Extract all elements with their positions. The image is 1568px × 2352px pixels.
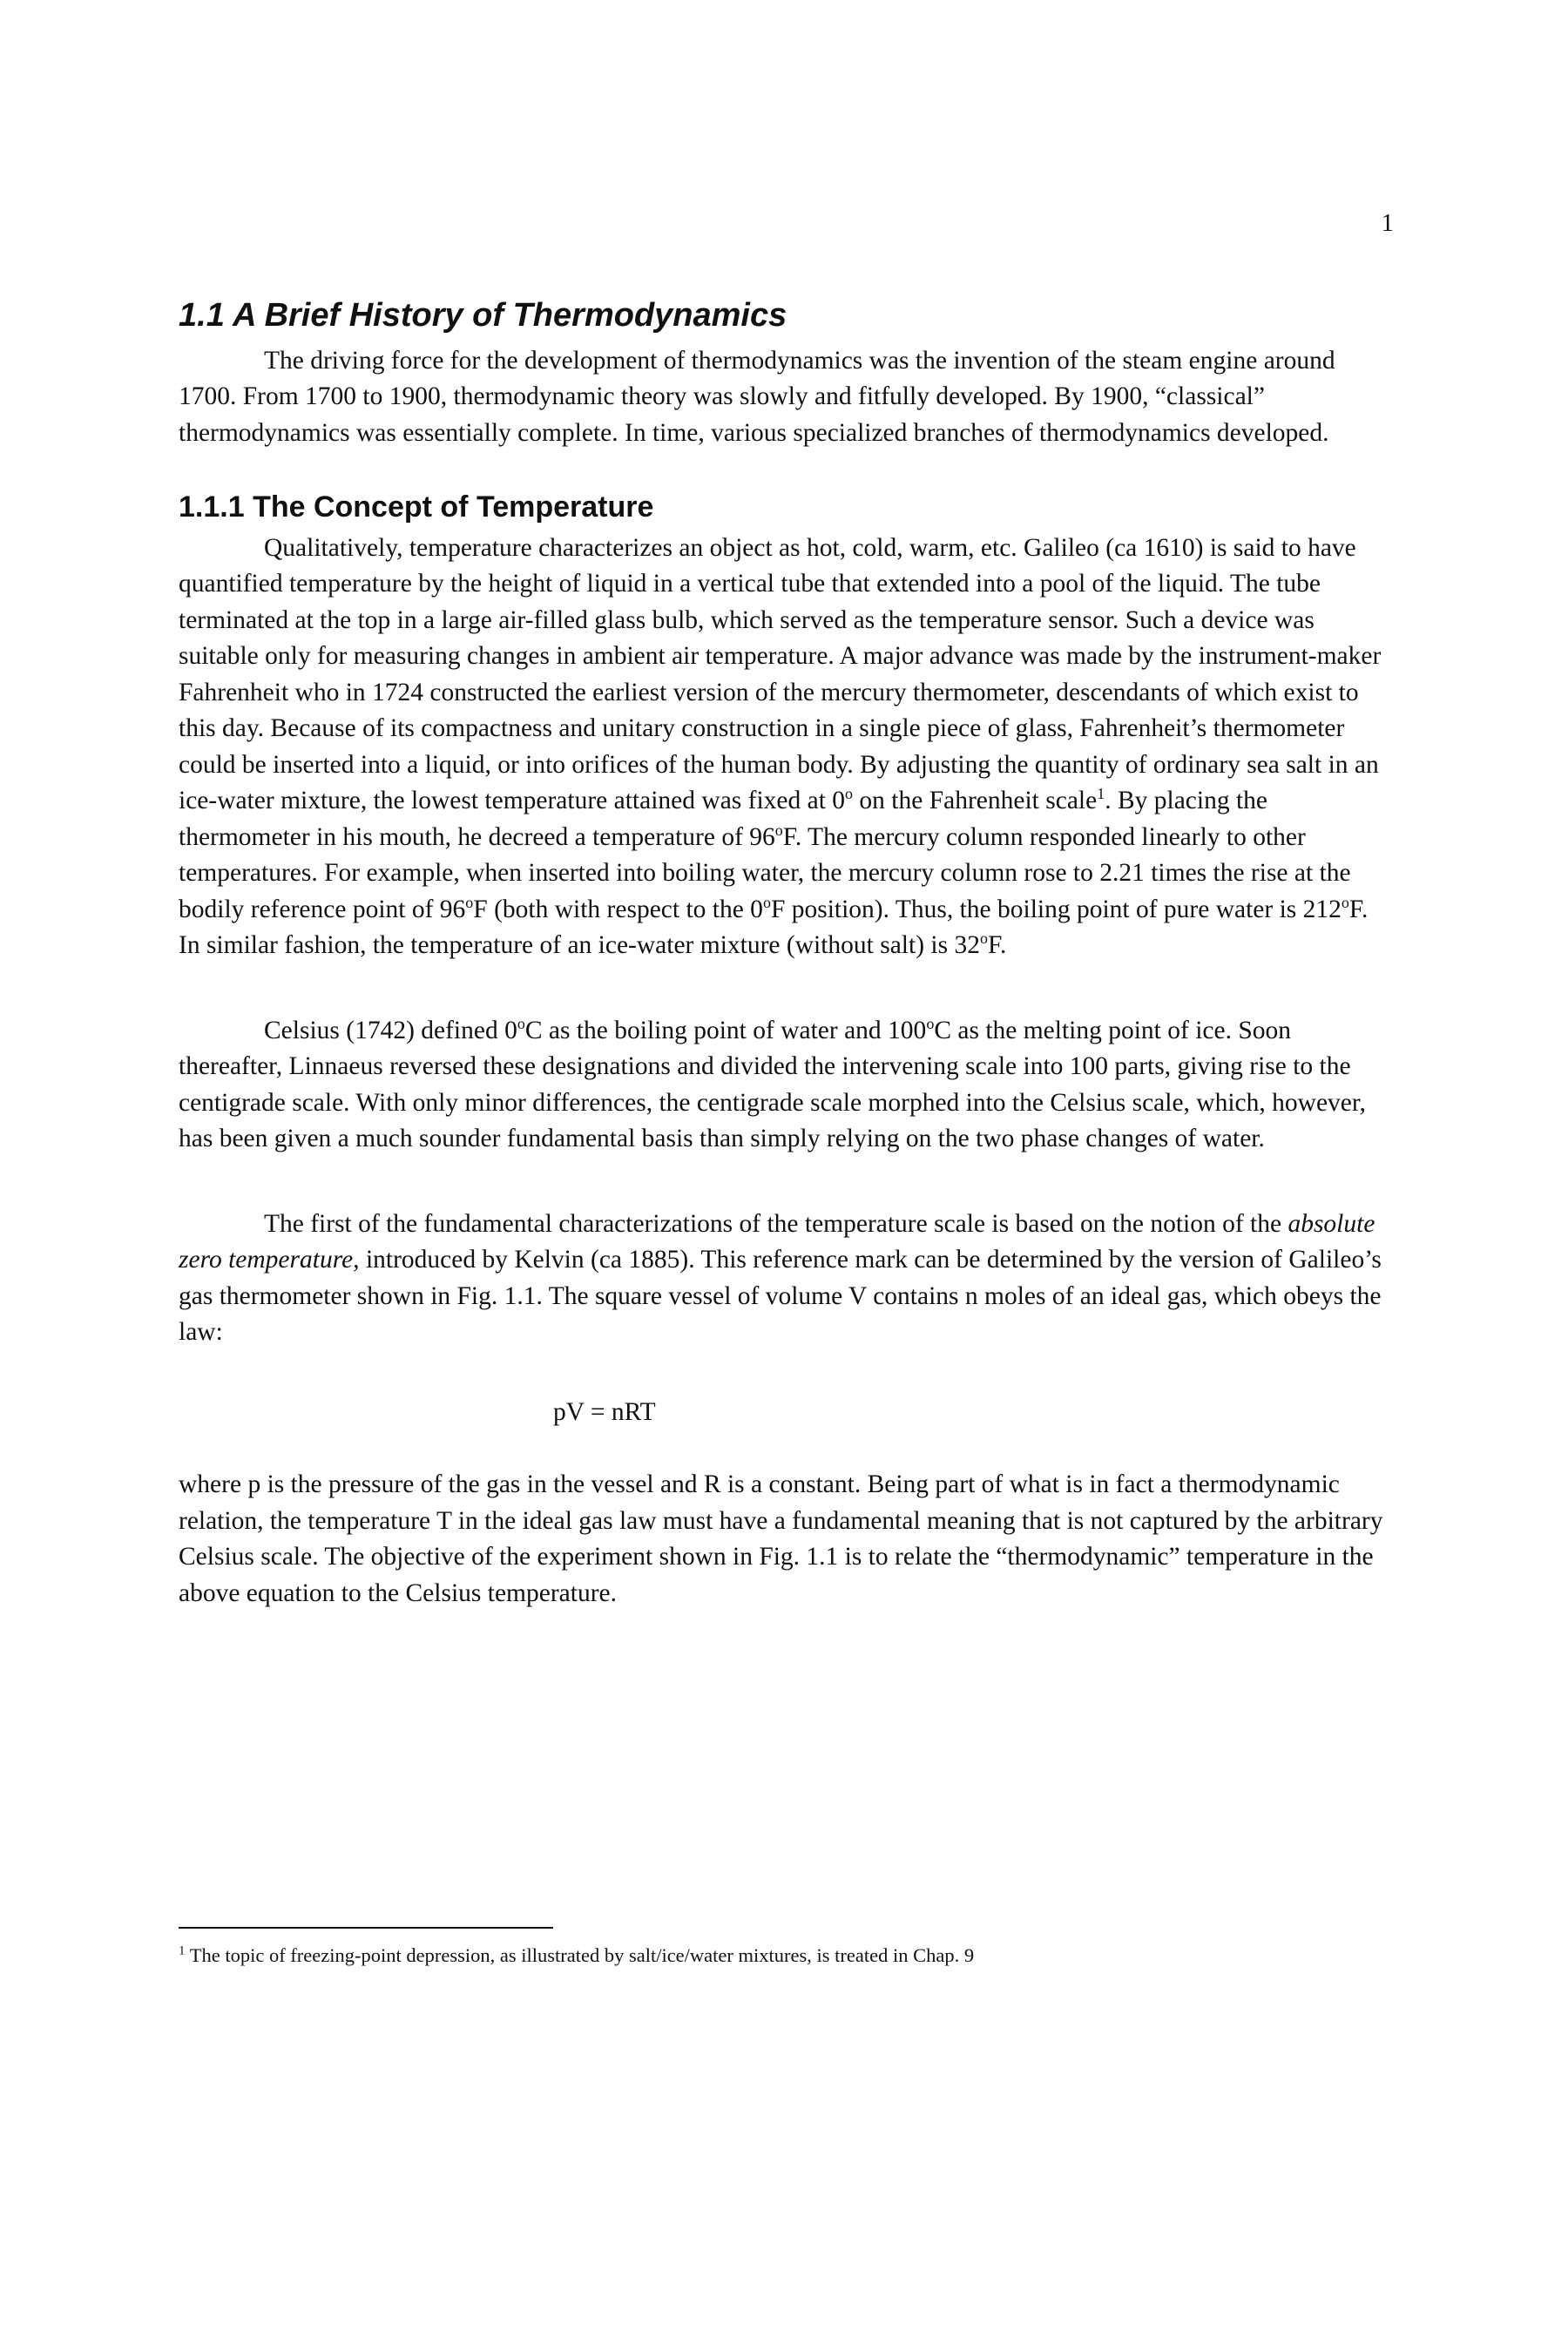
paragraph-fahrenheit: Qualitatively, temperature characterizes an object as hot, cold, warm, etc. Galileo (ca 1610) is said to have quantified temperature by the height of liquid in a vertical tube that extended into a pool of the liquid. The tube terminated at the top in a large air-filled glass bulb, which served as the temperature sensor. Such a device was suitable only for measuring changes in ambient air temperature. A major advance was made by the instrument-maker Fahrenheit who in 1724 constructed the earliest version of the mercury thermometer, descendants of which exist to this day. Because of its compactness and unitary construction in a single piece of glass, Fahrenheit’s thermometer could be inserted into a liquid, or into orifices of the human body. By adjusting the quantity of ordinary sea salt in an ice-water mixture, the lowest temperature attained was fixed at 0$^o$ on the Fahrenheit scale$^1$. By placing the thermometer in his mouth, he decreed a temperature of 96$^o$F. The mercury column responded linearly to other temperatures. For example, when inserted into boiling water, the mercury column rose to 2.21 times the rise at the bodily reference point of 96$^o$F (both with respect to the 0$^o$F position). Thus, the boiling point of pure water is 212$^o$F. In similar fashion, the temperature of an ice-water mixture (without salt) is 32$^o$F. — [179, 533, 1382, 960]
footnote-marker: 1 — [179, 1943, 186, 1958]
subsection-title: 1.1.1 The Concept of Temperature — [179, 490, 654, 524]
degree-mark: o — [1341, 894, 1349, 912]
degree-mark: o — [465, 894, 474, 912]
footnote-reference: 1 — [1097, 785, 1105, 803]
page-number: 1 — [1381, 209, 1394, 237]
footnote-text: The topic of freezing-point depression, as illustrated by salt/ice/water mixtures, is treated in Chap. 9 — [185, 1944, 975, 1966]
degree-mark: o — [926, 1015, 935, 1033]
degree-mark: o — [774, 821, 783, 840]
footnote-divider — [179, 1927, 553, 1929]
paragraph-celsius: Celsius (1742) defined 0$^o$C as the boiling point of water and 100$^o$C as the melting point of ice. Soon thereafter, Linnaeus reversed these designations and divided the intervening scale into 100 parts, giving rise to the centigrade scale. With only minor differences, the centigrade scale morphed into the Celsius scale, which, however, has been given a much sounder fundamental basis than simply relying on the two phase changes of water. — [179, 1015, 1366, 1153]
paragraph-ideal-gas-explanation: where p is the pressure of the gas in the vessel and R is a constant. Being part of what is in fact a thermodynamic relation, the temperature T in the ideal gas law must have a fundamental meaning that is not captured by the arbitrary Celsius scale. The objective of the experiment shown in Fig. 1.1 is to relate the “thermodynamic” temperature in the above equation to the Celsius temperature. — [179, 1470, 1383, 1607]
degree-mark: o — [979, 929, 988, 948]
degree-mark: o — [762, 894, 771, 912]
degree-mark: o — [517, 1015, 525, 1033]
page-content — [179, 296, 1394, 1612]
ideal-gas-equation: pV = nRT — [553, 1397, 656, 1426]
section-intro-paragraph: The driving force for the development of thermodynamics was the invention of the steam engine around 1700. From 1700 to 1900, thermodynamic theory was slowly and fitfully developed. By 1900, “classical” thermodynamics was essentially complete. In time, various specialized branches of thermodynamics developed. — [179, 346, 1335, 447]
degree-mark: o — [845, 785, 854, 803]
section-title: 1.1 A Brief History of Thermodynamics — [179, 297, 787, 334]
emphasis-absolute-zero: absolute zero temperature, — [179, 1209, 1375, 1274]
paragraph-absolute-zero: The first of the fundamental characterizations of the temperature scale is based on the notion of the absolute zero temperature, introduced by Kelvin (ca 1885). This reference mark can be determined by the version of Galileo’s gas thermometer shown in Fig. 1.1. The square vessel of volume V contains n moles of an ideal gas, which obeys the law: — [179, 1209, 1382, 1347]
footnote — [179, 1943, 974, 1969]
